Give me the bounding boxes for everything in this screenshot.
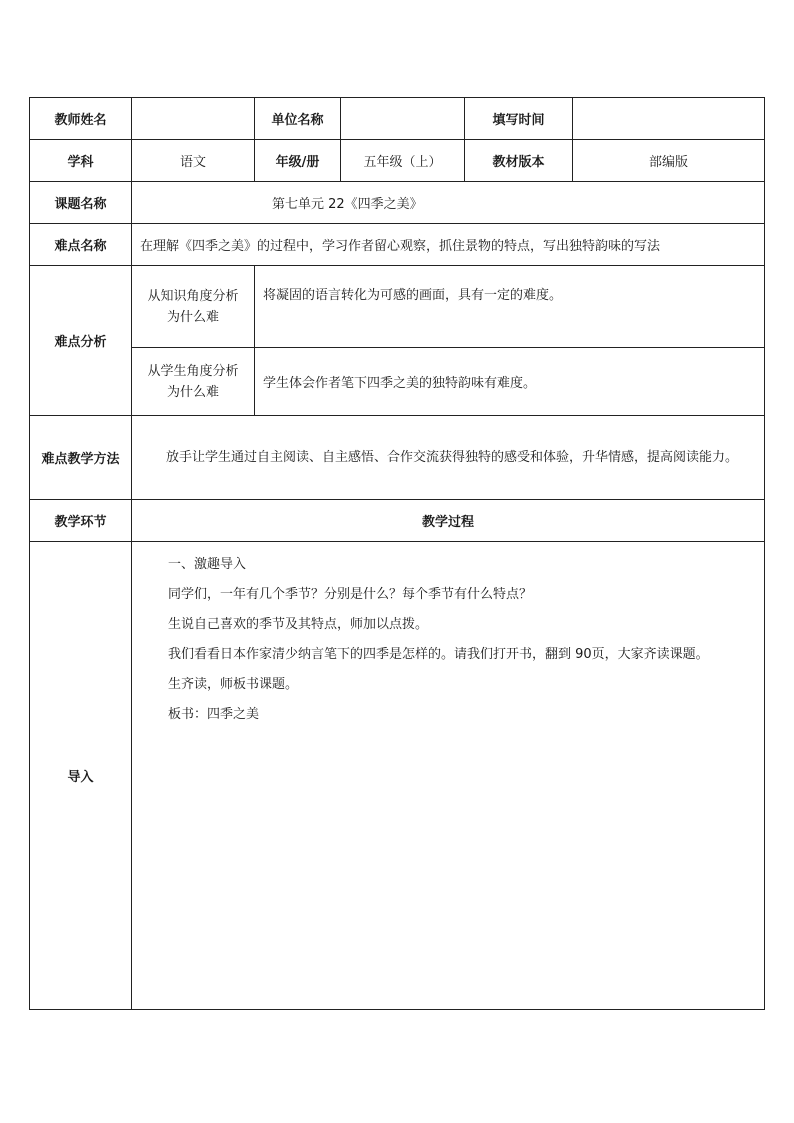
teacher-name-label: 教师姓名 [30, 98, 132, 140]
header-row-teacher [30, 98, 765, 140]
stage-header: 教学环节 [30, 500, 132, 542]
difficulty-value: 在理解《四季之美》的过程中，学习作者留心观察，抓住景物的特点，写出独特韵味的写法 [132, 224, 765, 266]
lesson-plan-table [29, 97, 765, 1010]
process-header-row [30, 500, 765, 542]
method-row [30, 416, 765, 500]
method-label: 难点教学方法 [30, 416, 132, 500]
unit-name-value[interactable] [341, 98, 465, 140]
lesson-title-row [30, 182, 765, 224]
difficulty-row [30, 224, 765, 266]
method-text: 放手让学生通过自主阅读、自主感悟、合作交流获得独特的感受和体验，升华情感，提高阅读能力。 [132, 416, 765, 500]
intro-line: 板书：四季之美 [168, 707, 260, 722]
teacher-name-value[interactable] [132, 98, 255, 140]
knowledge-angle-line1: 从知识角度分析 [147, 288, 239, 304]
textbook-label: 教材版本 [465, 140, 573, 182]
intro-line: 生说自己喜欢的季节及其特点，师加以点拨。 [168, 617, 429, 632]
intro-line: 我们看看日本作家清少纳言笔下的四季是怎样的。请我们打开书，翻到 90页，大家齐读课题。 [168, 647, 709, 662]
intro-process [132, 542, 765, 1010]
analysis-student-row [30, 348, 765, 416]
grade-label: 年级/册 [255, 140, 341, 182]
knowledge-angle-text: 将凝固的语言转化为可感的画面，具有一定的难度。 [255, 266, 765, 348]
intro-line: 一、激趣导入 [168, 557, 247, 572]
intro-stage-label: 导入 [30, 542, 132, 1010]
textbook-value: 部编版 [573, 140, 765, 182]
subject-label: 学科 [30, 140, 132, 182]
fill-time-label: 填写时间 [465, 98, 573, 140]
difficulty-label: 难点名称 [30, 224, 132, 266]
intro-line: 生齐读，师板书课题。 [168, 677, 299, 692]
grade-value: 五年级（上） [341, 140, 465, 182]
header-row-subject [30, 140, 765, 182]
unit-name-label: 单位名称 [255, 98, 341, 140]
analysis-knowledge-row [30, 266, 765, 348]
analysis-label: 难点分析 [30, 266, 132, 416]
knowledge-angle-label [132, 266, 255, 348]
lesson-plan-sheet [29, 97, 764, 1010]
student-angle-label [132, 348, 255, 416]
student-angle-line2: 为什么难 [166, 384, 219, 400]
process-header: 教学过程 [132, 500, 765, 542]
intro-row [30, 542, 765, 1010]
student-angle-text: 学生体会作者笔下四季之美的独特韵味有难度。 [255, 348, 765, 416]
student-angle-line1: 从学生角度分析 [147, 363, 239, 379]
knowledge-angle-line2: 为什么难 [166, 309, 219, 325]
subject-value: 语文 [132, 140, 255, 182]
lesson-title-label: 课题名称 [30, 182, 132, 224]
intro-line: 同学们，一年有几个季节？分别是什么？每个季节有什么特点？ [168, 587, 533, 602]
fill-time-value[interactable] [573, 98, 765, 140]
lesson-title-value: 第七单元 22《四季之美》 [132, 182, 765, 224]
